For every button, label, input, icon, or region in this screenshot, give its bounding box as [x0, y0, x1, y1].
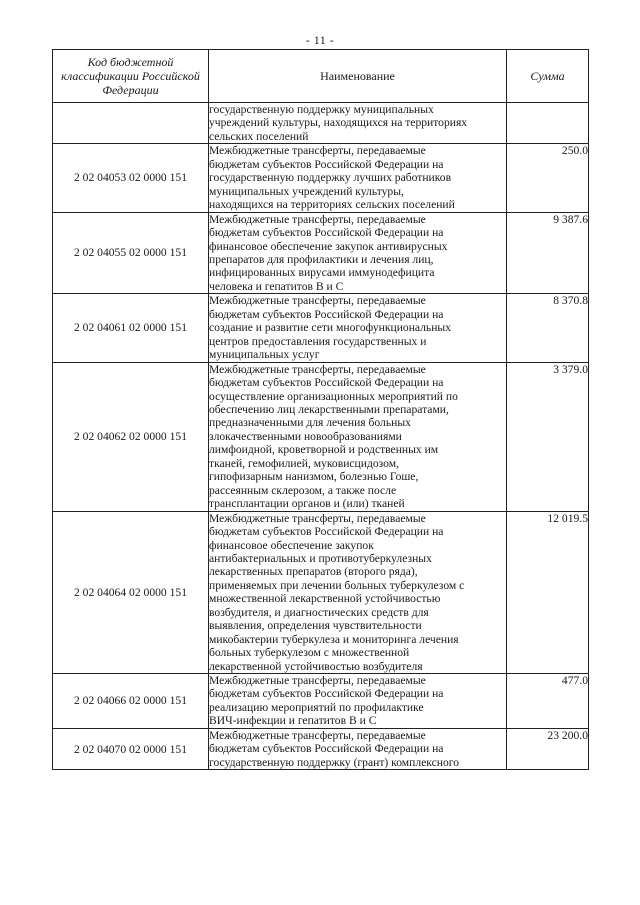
budget-code-cell: 2 02 04061 02 0000 151: [53, 294, 209, 362]
description-line: муниципальных учреждений культуры,: [209, 184, 404, 198]
description-cell: [209, 362, 507, 511]
amount-cell: 23 200.0: [507, 728, 589, 769]
description-line: применяемых при лечении больных туберкулезом с: [209, 578, 465, 592]
description-line: бюджетам субъектов Российской Федерации на: [209, 157, 444, 171]
description-line: ВИЧ-инфекции и гепатитов В и С: [209, 714, 377, 728]
amount-cell: 12 019.5: [507, 511, 589, 673]
description-line: Межбюджетные трансферты, передаваемые: [209, 728, 426, 742]
description-line: лекарственной устойчивостью возбудителя: [209, 659, 423, 673]
table-row: [53, 728, 589, 769]
description-line: множественной лекарственной устойчивостью: [209, 592, 441, 606]
description-line: бюджетам субъектов Российской Федерации на: [209, 376, 444, 390]
description-line: Межбюджетные трансферты, передаваемые: [209, 294, 426, 308]
description-line: Межбюджетные трансферты, передаваемые: [209, 511, 426, 525]
budget-code-cell: 2 02 04064 02 0000 151: [53, 511, 209, 673]
description-line: инфицированных вирусами иммунодефицита: [209, 266, 435, 280]
description-cell: [209, 144, 507, 212]
amount-cell: 8 370.8: [507, 294, 589, 362]
description-line: сельских поселений: [209, 129, 309, 143]
description-line: находящихся на территориях сельских поселений: [209, 198, 455, 212]
page-number: - 11 -: [305, 33, 335, 47]
amount-cell: 477.0: [507, 674, 589, 729]
budget-code-cell: 2 02 04070 02 0000 151: [53, 728, 209, 769]
description-line: Межбюджетные трансферты, передаваемые: [209, 144, 426, 158]
description-line: возбудителя, и диагностических средств для: [209, 605, 429, 619]
description-line: государственную поддержку муниципальных: [209, 103, 434, 116]
description-line: учреждений культуры, находящихся на территориях: [209, 116, 468, 130]
amount-cell: 3 379.0: [507, 362, 589, 511]
description-line: предназначенными для лечения больных: [209, 416, 411, 430]
budget-code-cell: [53, 103, 209, 144]
description-line: финансовое обеспечение закупок антивирусных: [209, 239, 448, 253]
description-line: антибактериальных и противотуберкулезных: [209, 551, 432, 565]
description-cell: [209, 511, 507, 673]
description-line: человека и гепатитов В и С: [209, 279, 344, 293]
description-line: финансовое обеспечение закупок: [209, 538, 374, 552]
description-line: осуществление организационных мероприятий по: [209, 389, 458, 403]
amount-cell: 250.0: [507, 144, 589, 212]
budget-code-cell: 2 02 04053 02 0000 151: [53, 144, 209, 212]
description-cell: [209, 103, 507, 144]
description-line: злокачественными новообразованиями: [209, 429, 402, 443]
table-row: [53, 362, 589, 511]
description-line: препаратов для профилактики и лечения лиц,: [209, 252, 434, 266]
description-line: Межбюджетные трансферты, передаваемые: [209, 362, 426, 376]
header-sum: Сумма: [507, 50, 589, 103]
budget-code-cell: 2 02 04066 02 0000 151: [53, 674, 209, 729]
table-header-row: [53, 50, 589, 103]
description-line: тканей, гемофилией, муковисцидозом,: [209, 456, 399, 470]
description-line: микобактерии туберкулеза и мониторинга лечения: [209, 632, 459, 646]
budget-code-cell: 2 02 04055 02 0000 151: [53, 212, 209, 294]
description-cell: [209, 212, 507, 294]
description-line: бюджетам субъектов Российской Федерации на: [209, 687, 444, 701]
description-line: лимфоидной, кроветворной и родственных им: [209, 443, 439, 457]
description-line: больных туберкулезом с множественной: [209, 646, 410, 660]
description-line: государственную поддержку лучших работников: [209, 171, 452, 185]
description-line: Межбюджетные трансферты, передаваемые: [209, 212, 426, 226]
description-line: рассеянным склерозом, а также после: [209, 483, 397, 497]
description-line: государственную поддержку (грант) комплексного: [209, 755, 460, 769]
description-line: Межбюджетные трансферты, передаваемые: [209, 674, 426, 688]
description-line: лекарственных препаратов (второго ряда),: [209, 565, 418, 579]
description-line: создание и развитие сети многофункциональных: [209, 321, 452, 335]
description-line: трансплантации органов и (или) тканей: [209, 497, 405, 511]
budget-classification-table: [52, 49, 589, 770]
amount-cell: 9 387.6: [507, 212, 589, 294]
description-line: обеспечению лиц лекарственными препаратами,: [209, 402, 449, 416]
header-name: Наименование: [209, 50, 507, 103]
table-row: [53, 103, 589, 144]
description-line: выявления, определения чувствительности: [209, 619, 422, 633]
description-cell: [209, 728, 507, 769]
description-line: гипофизарным нанизмом, болезнью Гоше,: [209, 470, 419, 484]
description-cell: [209, 294, 507, 362]
description-line: центров предоставления государственных и: [209, 334, 427, 348]
table-row: [53, 294, 589, 362]
description-line: бюджетам субъектов Российской Федерации на: [209, 525, 444, 539]
description-line: муниципальных услуг: [209, 348, 320, 362]
description-line: бюджетам субъектов Российской Федерации на: [209, 307, 444, 321]
table-row: [53, 144, 589, 212]
table-row: [53, 511, 589, 673]
budget-code-cell: 2 02 04062 02 0000 151: [53, 362, 209, 511]
table-row: [53, 212, 589, 294]
description-line: реализацию мероприятий по профилактике: [209, 700, 424, 714]
header-code: Код бюджетной классификации Российской Федерации: [53, 50, 209, 103]
table-row: [53, 674, 589, 729]
description-line: бюджетам субъектов Российской Федерации на: [209, 742, 444, 756]
amount-cell: [507, 103, 589, 144]
description-cell: [209, 674, 507, 729]
description-line: бюджетам субъектов Российской Федерации на: [209, 226, 444, 240]
